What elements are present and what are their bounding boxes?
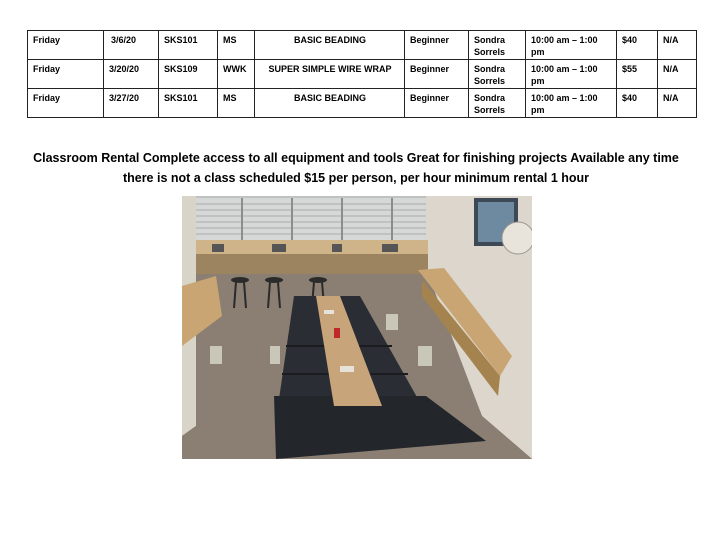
class-title-cell: BASIC BEADING xyxy=(255,89,405,118)
day-cell: Friday xyxy=(28,60,104,89)
course-code-cell: SKS101 xyxy=(159,89,218,118)
note-cell: N/A xyxy=(658,60,697,89)
day-cell: Friday xyxy=(28,89,104,118)
price-cell: $40 xyxy=(617,31,658,60)
instructor-cell: Sondra Sorrels xyxy=(469,31,526,60)
date-cell: 3/6/20 xyxy=(104,31,159,60)
schedule-row xyxy=(28,60,697,89)
schedule-row xyxy=(28,31,697,60)
price-cell: $55 xyxy=(617,60,658,89)
class-title-cell: BASIC BEADING xyxy=(255,31,405,60)
classroom-photo xyxy=(182,196,532,459)
note-cell: N/A xyxy=(658,89,697,118)
level-cell: Beginner xyxy=(405,31,469,60)
rental-description: Classroom Rental Complete access to all equipment and tools Great for finishing projects Available any time there is not a class scheduled $15 per person, per hour minimum rental 1 hour xyxy=(33,151,679,185)
date-cell: 3/27/20 xyxy=(104,89,159,118)
instructor-cell: Sondra Sorrels xyxy=(469,60,526,89)
note-cell: N/A xyxy=(658,31,697,60)
category-cell: WWK xyxy=(218,60,255,89)
category-cell: MS xyxy=(218,89,255,118)
time-cell: 10:00 am – 1:00 pm xyxy=(526,31,617,60)
date-cell: 3/20/20 xyxy=(104,60,159,89)
price-cell: $40 xyxy=(617,89,658,118)
schedule-row xyxy=(28,89,697,118)
day-cell: Friday xyxy=(28,31,104,60)
time-cell: 10:00 am – 1:00 pm xyxy=(526,89,617,118)
course-code-cell: SKS101 xyxy=(159,31,218,60)
category-cell: MS xyxy=(218,31,255,60)
level-cell: Beginner xyxy=(405,60,469,89)
level-cell: Beginner xyxy=(405,89,469,118)
course-code-cell: SKS109 xyxy=(159,60,218,89)
class-title-cell: SUPER SIMPLE WIRE WRAP xyxy=(255,60,405,89)
time-cell: 10:00 am – 1:00 pm xyxy=(526,60,617,89)
instructor-cell: Sondra Sorrels xyxy=(469,89,526,118)
class-schedule-table xyxy=(27,30,697,118)
